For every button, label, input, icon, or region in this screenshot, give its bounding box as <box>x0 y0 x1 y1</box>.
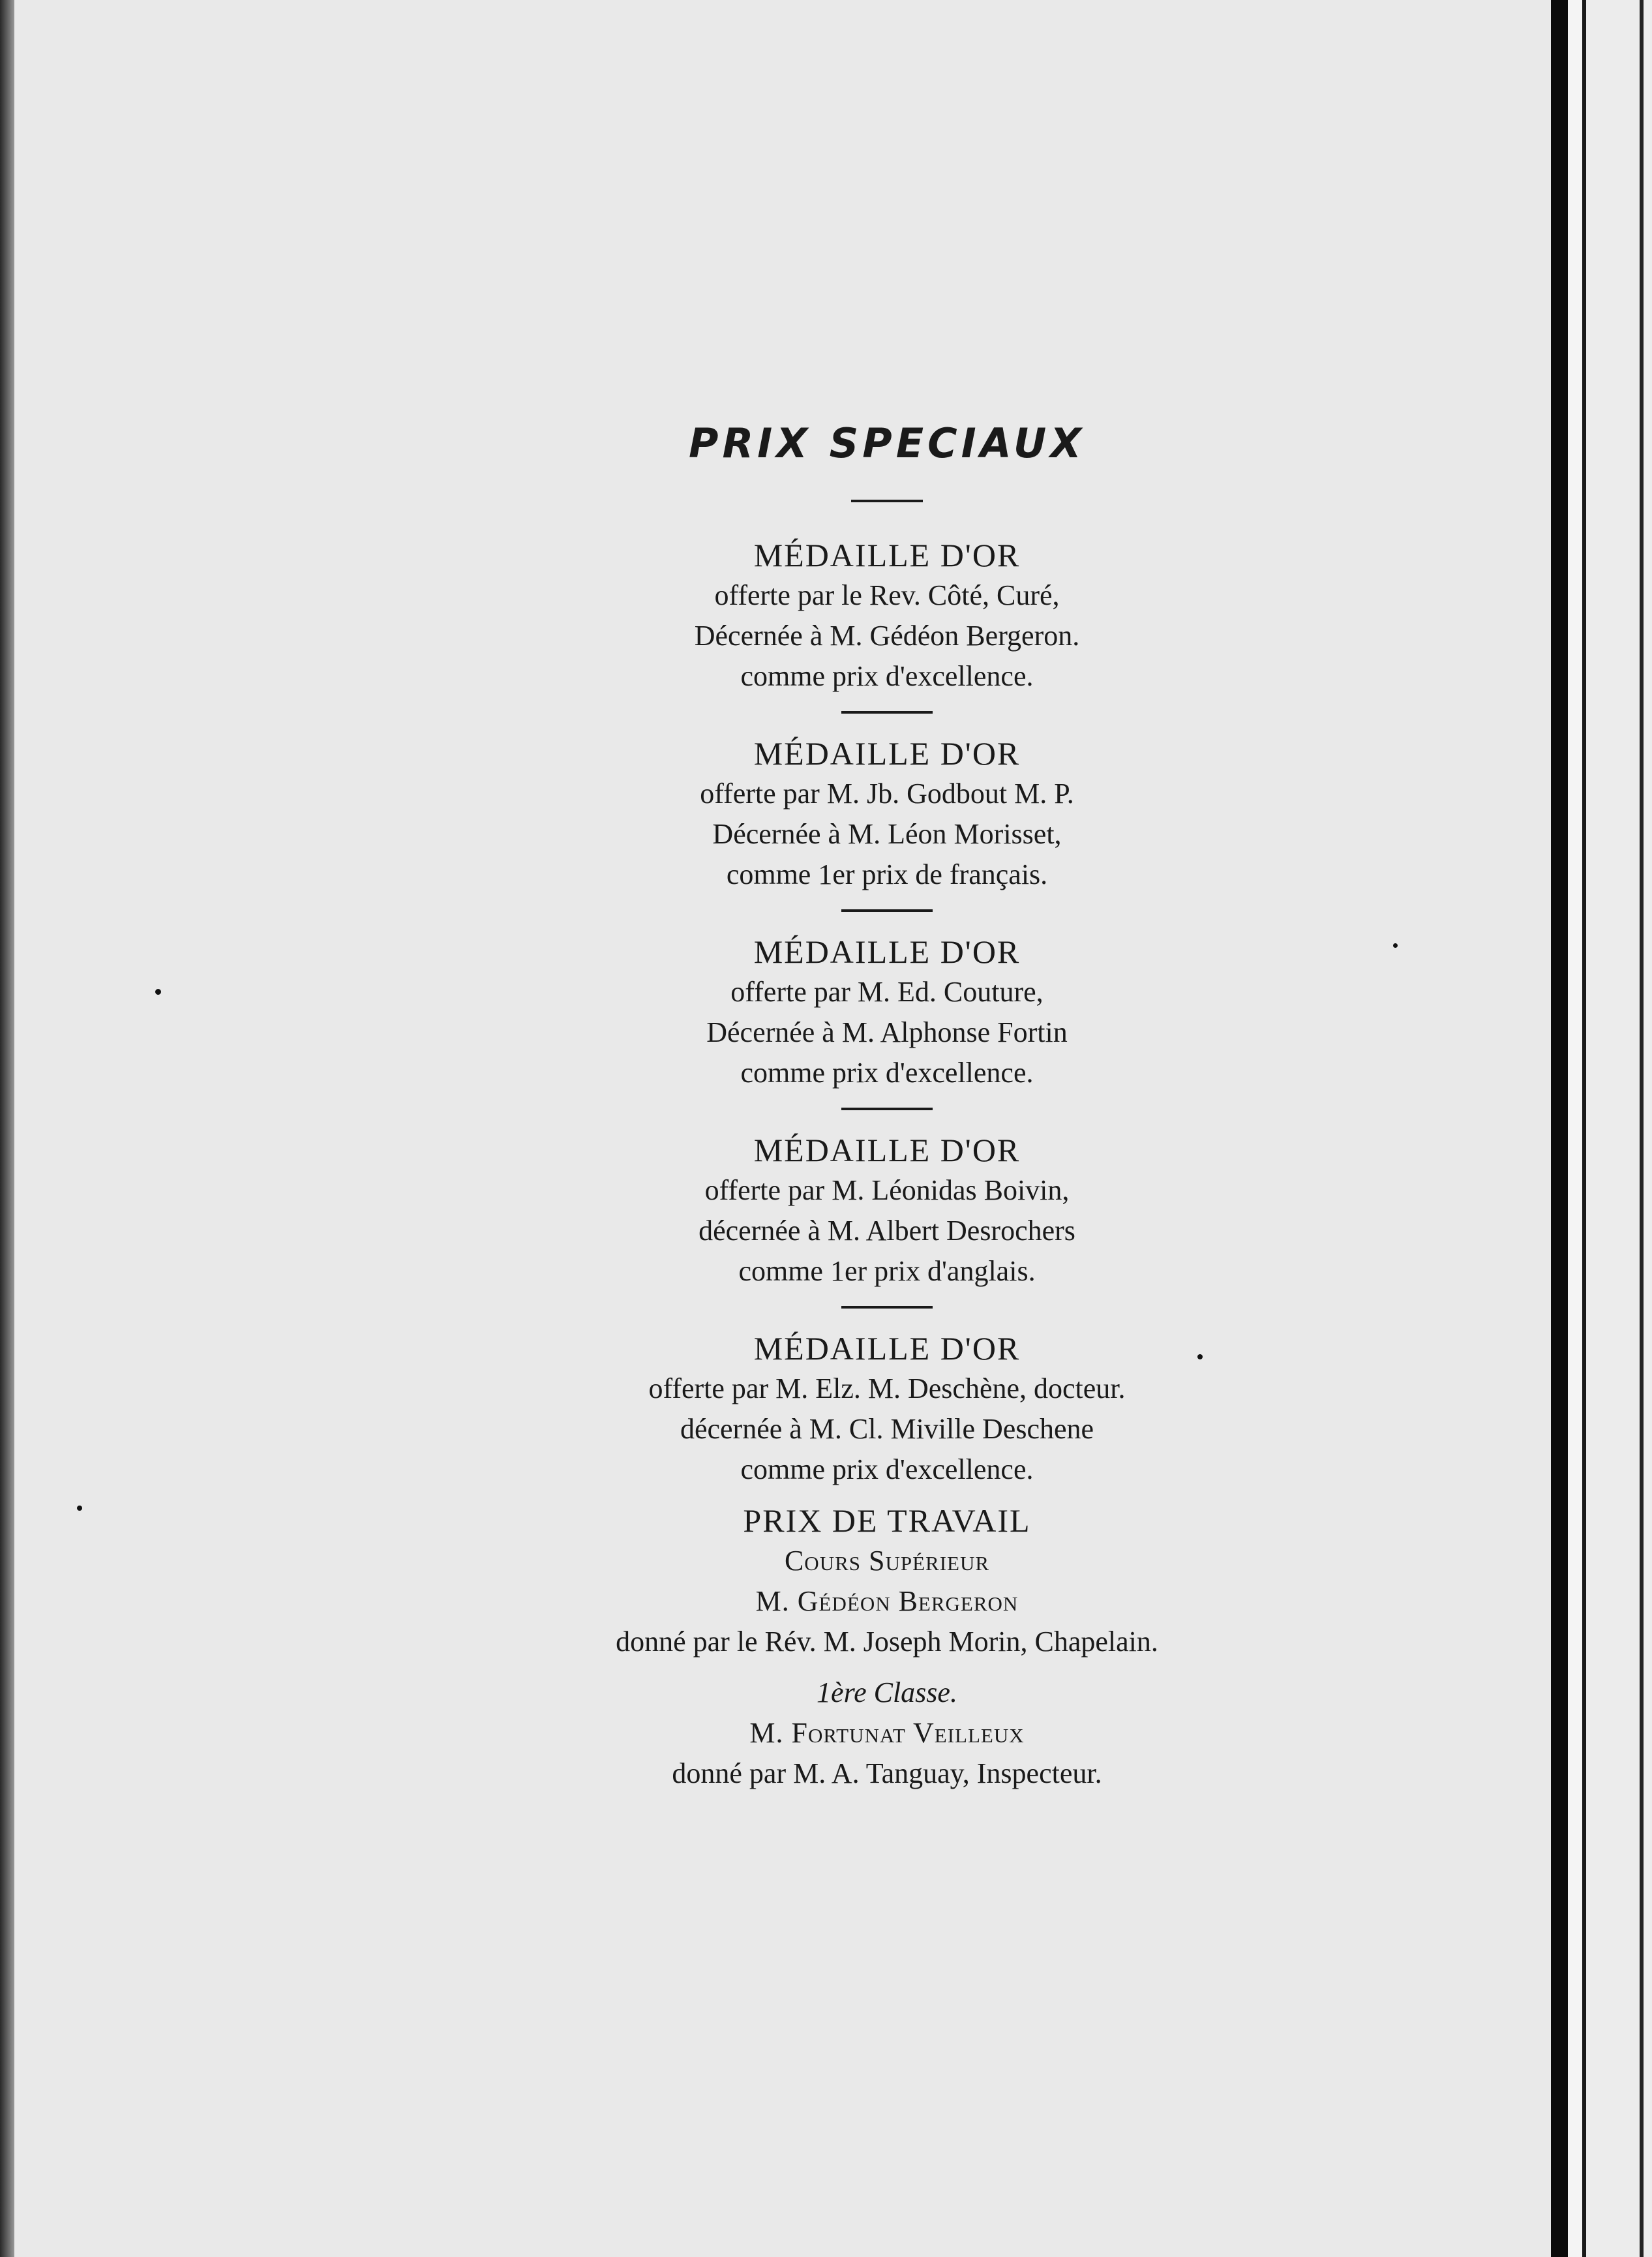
classe-donor: donné par M. A. Tanguay, Inspecteur. <box>672 1757 1102 1789</box>
scan-right-line <box>1640 0 1644 2257</box>
travail-heading: PRIX DE TRAVAIL <box>743 1502 1031 1539</box>
medal-recipient: Décernée à M. Léon Morisset, <box>712 818 1062 850</box>
cours-label: Cours Supérieur <box>784 1545 990 1577</box>
medal-reason: comme prix d'excellence. <box>740 1057 1034 1089</box>
document-content <box>457 411 1317 1794</box>
separator-rule <box>841 1306 933 1309</box>
medal-donor: offerte par M. Ed. Couture, <box>730 976 1044 1008</box>
medal-donor: offerte par M. Léonidas Boivin, <box>704 1174 1070 1206</box>
scan-left-edge <box>0 0 14 2257</box>
medal-donor: offerte par le Rev. Côté, Curé, <box>714 579 1060 611</box>
cours-winner: M. Gédéon Bergeron <box>755 1585 1019 1617</box>
medal-recipient: Décernée à M. Gédéon Bergeron. <box>694 620 1080 652</box>
medal-donor: offerte par M. Jb. Godbout M. P. <box>700 778 1074 810</box>
medal-reason: comme 1er prix de français. <box>726 858 1048 890</box>
page-right-border <box>1551 0 1568 2257</box>
speck-mark <box>155 989 161 995</box>
medal-recipient: décernée à M. Cl. Miville Deschene <box>680 1413 1094 1445</box>
classe-winner: M. Fortunat Veilleux <box>749 1717 1025 1749</box>
separator-rule <box>841 711 933 714</box>
medal-heading: MÉDAILLE D'OR <box>753 933 1021 970</box>
medal-heading: MÉDAILLE D'OR <box>753 1132 1021 1168</box>
medal-entry-1 <box>457 535 1317 697</box>
classe-label: 1ère Classe. <box>817 1676 957 1708</box>
separator-rule <box>841 1108 933 1110</box>
page-title: PRIX SPECIAUX <box>689 419 1085 467</box>
medal-entry-4 <box>457 1130 1317 1292</box>
spacer <box>457 1662 1317 1673</box>
medal-entry-3 <box>457 932 1317 1093</box>
cours-donor: donné par le Rév. M. Joseph Morin, Chapelain. <box>616 1626 1158 1658</box>
medal-recipient: Décernée à M. Alphonse Fortin <box>706 1016 1068 1048</box>
prix-de-travail-section <box>457 1500 1317 1794</box>
medal-reason: comme 1er prix d'anglais. <box>738 1255 1036 1287</box>
medal-entry-2 <box>457 733 1317 895</box>
medal-entry-5 <box>457 1328 1317 1490</box>
medal-reason: comme prix d'excellence. <box>740 1453 1034 1485</box>
spacer <box>457 1490 1317 1500</box>
medal-heading: MÉDAILLE D'OR <box>753 537 1021 573</box>
medal-donor: offerte par M. Elz. M. Deschène, docteur. <box>648 1372 1126 1404</box>
speck-mark <box>1393 943 1398 948</box>
speck-mark <box>77 1506 82 1511</box>
title-rule <box>851 500 923 502</box>
medal-heading: MÉDAILLE D'OR <box>753 1330 1021 1367</box>
medal-recipient: décernée à M. Albert Desrochers <box>698 1215 1075 1247</box>
medal-heading: MÉDAILLE D'OR <box>753 735 1021 772</box>
separator-rule <box>841 909 933 912</box>
page-gutter <box>1568 0 1582 2257</box>
medal-reason: comme prix d'excellence. <box>740 660 1034 692</box>
